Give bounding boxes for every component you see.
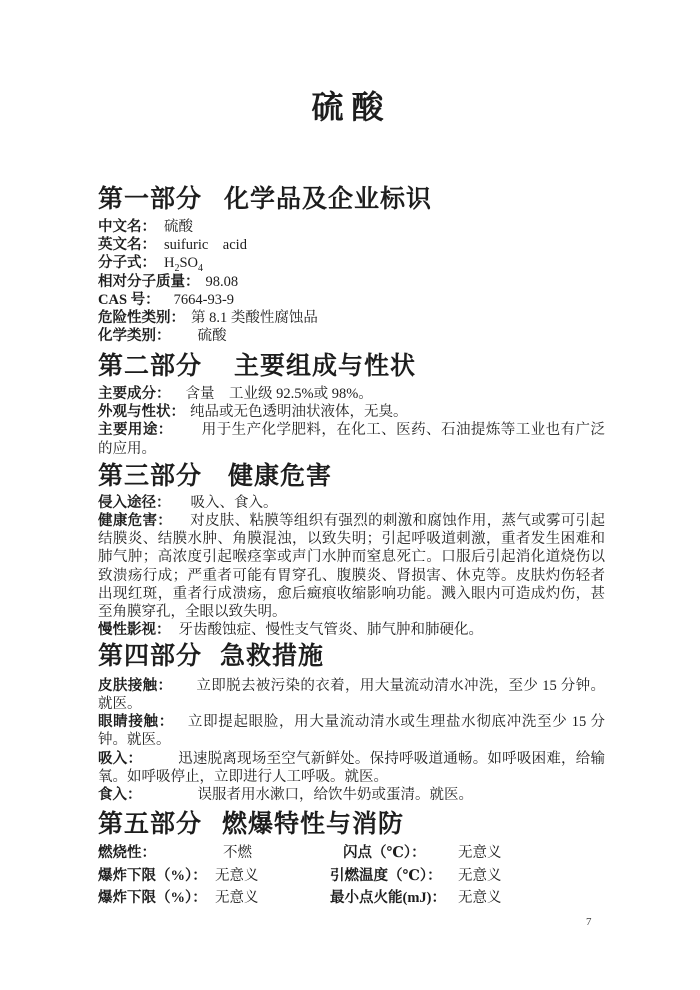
section-composition	[98, 352, 605, 457]
field-label: 主要用途：	[98, 422, 173, 439]
field-value: suifuric acid	[164, 237, 247, 254]
field-value: 牙齿酸蚀症、慢性支气管炎、肺气肿和肺硬化。	[178, 622, 483, 639]
table-value-ignition-temperature: 无意义	[458, 867, 502, 884]
flammability-table	[98, 844, 605, 911]
field-row-chemical-category	[98, 327, 605, 345]
field-row-exposure-routes	[98, 494, 605, 512]
table-label-flash-point: 闪点（℃）：	[343, 845, 426, 862]
field-row-molecular-weight	[98, 273, 605, 291]
section-fields	[98, 677, 605, 804]
field-value: 7664-93-9	[173, 291, 235, 308]
field-value: 硫酸	[197, 328, 227, 345]
field-value: 纯品或无色透明油状液体，无臭。	[190, 404, 408, 421]
section-title: 化学品及企业标识	[224, 186, 433, 213]
field-value: 对皮肤、粘膜等组织有强烈的刺激和腐蚀作用，蒸气或雾可引起结膜炎、结膜水肿、角膜混浊，以致失明；引起呼吸道刺激，重者发生困难和肺气肿；高浓度引起喉痉挛或声门水肿而窒息死亡。口服后引起消化道烧伤以致溃疡行成；严重者可能有胃穿孔、腹膜炎、肾损害、休克等。皮肤灼伤轻者出现红斑，重者行成溃疡，愈后癍痕收缩影响功能。溅入眼内可造成灼伤，甚至角膜穿孔，全眼以致失明。	[98, 512, 605, 620]
section-heading	[98, 185, 605, 215]
document-body	[98, 0, 605, 911]
field-row-main-use	[98, 421, 605, 457]
field-row-hazard-class	[98, 309, 605, 327]
table-label-explosion-lower-limit: 爆炸下限（%）：	[98, 867, 207, 884]
field-label: 慢性影视：	[98, 622, 171, 639]
field-row-appearance	[98, 403, 605, 421]
field-value: 立即提起眼脸，用大量流动清水或生理盐水彻底冲洗至少 15 分钟。就医。	[98, 714, 606, 749]
field-label: 食入：	[98, 787, 142, 804]
table-label-explosion-limit-2: 爆炸下限（%）：	[98, 890, 207, 907]
field-row-eye-contact	[98, 713, 605, 749]
field-row-cas-number	[98, 291, 605, 309]
section-fields	[98, 218, 605, 345]
table-value-explosion-lower-limit: 无意义	[215, 867, 259, 884]
field-label: 英文名：	[98, 237, 156, 254]
field-value: 第 8.1 类酸性腐蚀品	[191, 310, 318, 327]
field-label: 中文名：	[98, 219, 156, 235]
page-number: 7	[586, 916, 592, 928]
field-value: 硫酸	[164, 219, 193, 235]
section-number: 第一部分	[98, 186, 203, 213]
field-label: 侵入途径：	[98, 494, 171, 511]
field-label: 分子式：	[98, 255, 156, 272]
field-value: 吸入、食入。	[190, 494, 278, 511]
field-row-molecular-formula	[98, 254, 605, 275]
section-fire-explosion	[98, 810, 605, 911]
field-label: 危险性类别：	[98, 310, 185, 327]
section-first-aid	[98, 642, 605, 804]
field-value: 用于生产化学肥料，在化工、医药、石油提炼等工业也有广泛的应用。	[98, 422, 606, 457]
section-number: 第二部分	[98, 353, 203, 381]
field-label: 化学类别：	[98, 328, 171, 345]
field-label: CAS 号：	[98, 291, 160, 308]
section-title: 主要组成与性状	[234, 353, 417, 381]
section-heading	[98, 642, 605, 672]
field-label: 主要成分：	[98, 385, 171, 402]
field-value: 含量 工业级 92.5%或 98%。	[185, 385, 373, 402]
field-label: 相对分子质量：	[98, 273, 200, 290]
field-label: 健康危害：	[98, 512, 173, 529]
field-row-english-name	[98, 236, 605, 254]
table-value-flammability: 不燃	[223, 845, 252, 862]
field-row-ingestion	[98, 786, 605, 804]
section-heading	[98, 462, 605, 492]
section-title: 燃爆特性与消防	[222, 811, 405, 839]
field-row-inhalation	[98, 750, 605, 786]
section-health-hazard	[98, 462, 605, 640]
section-number: 第四部分	[98, 643, 203, 671]
field-row-skin-contact	[98, 677, 605, 713]
section-fields	[98, 494, 605, 640]
table-label-min-ignition-energy: 最小点火能(mJ)：	[330, 890, 446, 907]
table-value-flash-point: 无意义	[458, 845, 502, 862]
field-label: 吸入：	[98, 750, 143, 767]
field-label: 眼睛接触：	[98, 714, 174, 731]
field-value: 98.08	[205, 273, 239, 290]
field-value: 迅速脱离现场至空气新鲜处。保持呼吸道通畅。如呼吸困难，给输氧。如呼吸停止，立即进行人工呼吸。就医。	[98, 750, 606, 785]
field-value: 立即脱去被污染的衣着，用大量流动清水冲洗，至少 15 分钟。就医。	[98, 677, 606, 713]
section-title: 健康危害	[228, 462, 333, 490]
table-label-ignition-temperature: 引燃温度（℃）：	[330, 867, 442, 884]
page-title: 硫酸	[311, 89, 392, 125]
table-label-flammability: 燃烧性：	[98, 845, 156, 862]
field-label: 皮肤接触：	[98, 677, 173, 694]
section-heading	[98, 352, 605, 382]
section-fields	[98, 385, 605, 458]
section-number: 第五部分	[98, 811, 203, 839]
field-row-chronic-effects	[98, 621, 605, 639]
section-title: 急救措施	[220, 643, 325, 671]
field-row-chinese-name	[98, 218, 605, 236]
section-identification	[98, 185, 605, 345]
field-row-health-hazard	[98, 512, 605, 621]
section-heading	[98, 810, 605, 840]
table-value-explosion-limit-2: 无意义	[215, 890, 259, 907]
field-row-main-component	[98, 385, 605, 403]
molecular-formula: $H_2SO_4$	[164, 255, 204, 275]
field-label: 外观与性状：	[98, 404, 185, 421]
field-value: 误服者用水漱口，给饮牛奶或蛋清。就医。	[197, 787, 473, 804]
table-value-min-ignition-energy: 无意义	[458, 890, 502, 907]
section-number: 第三部分	[98, 462, 203, 490]
